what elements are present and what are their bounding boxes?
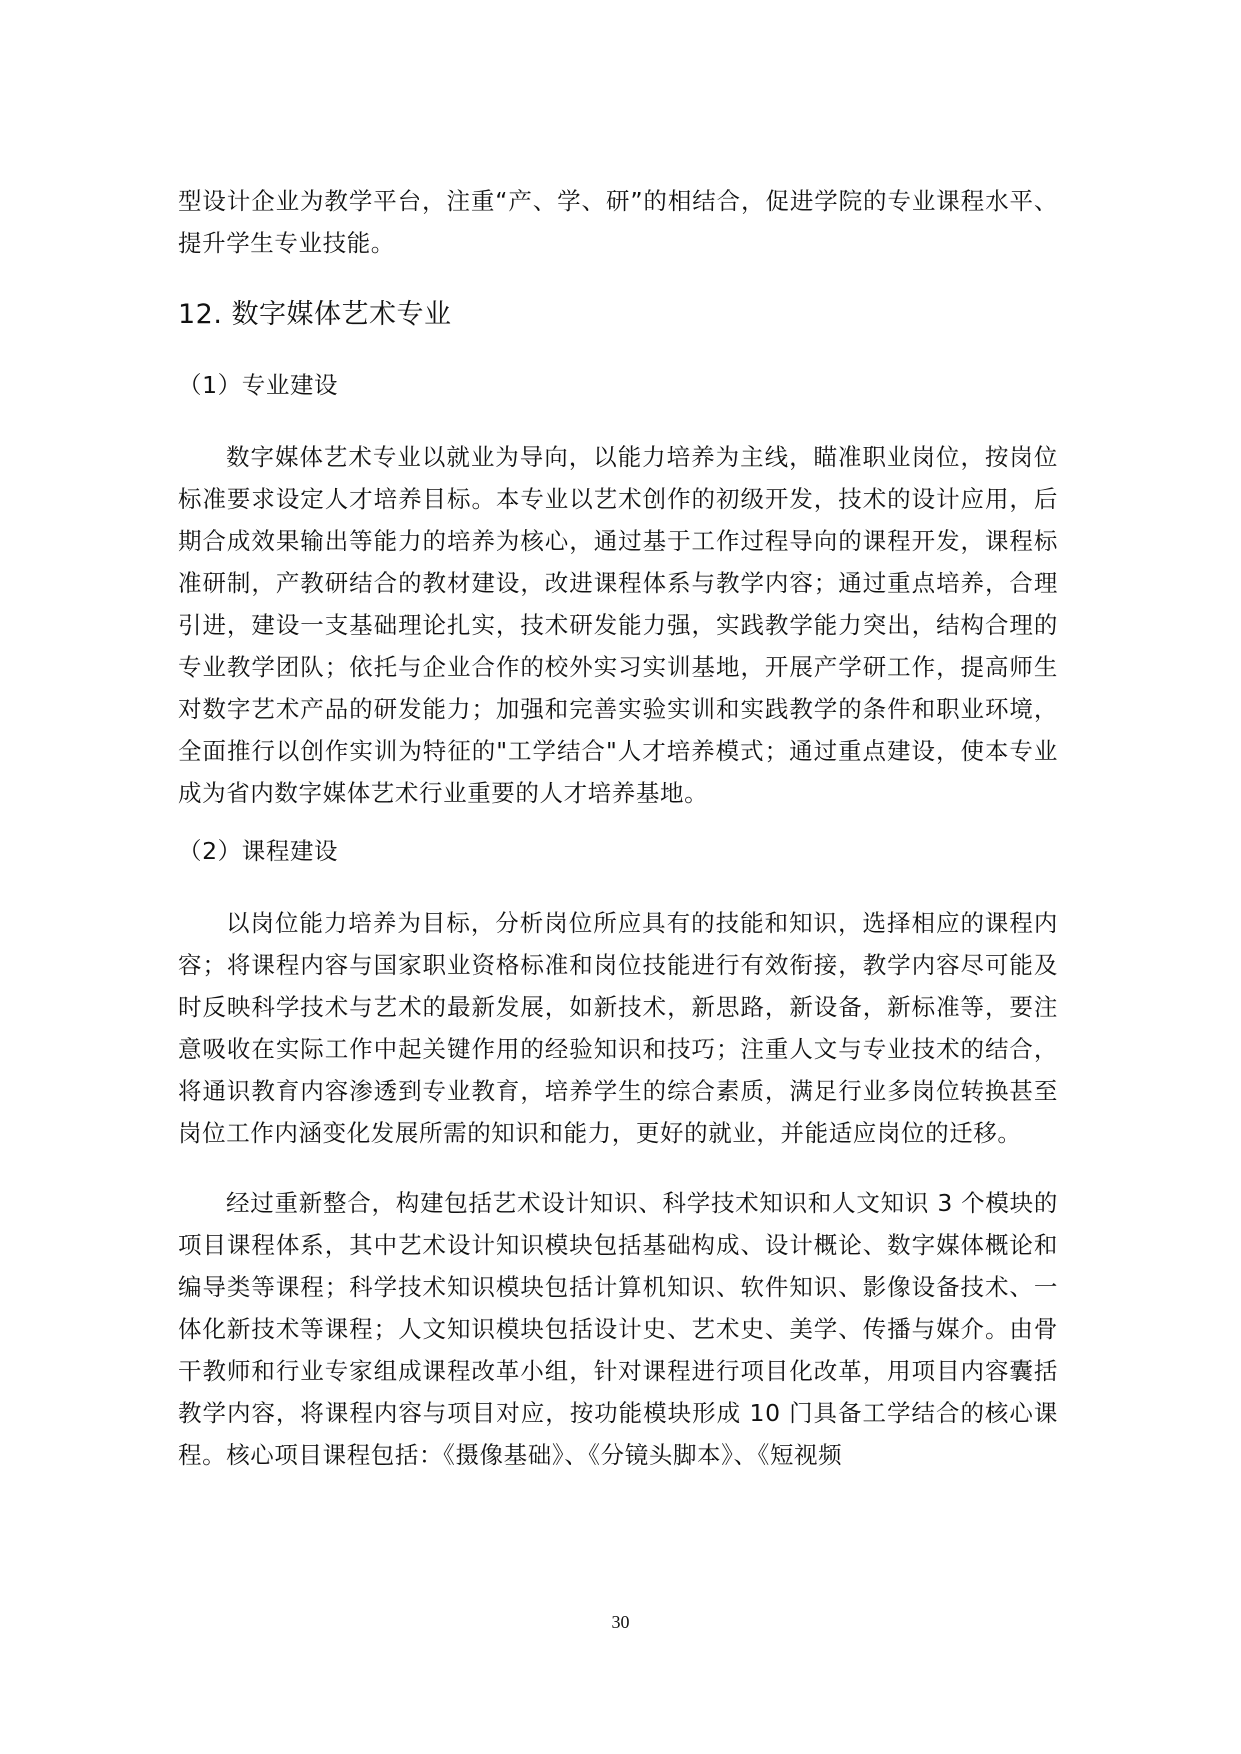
spacer [178,264,1058,294]
curriculum-paragraph-1: 以岗位能力培养为目标，分析岗位所应具有的技能和知识，选择相应的课程内容；将课程内容与国家职业资格标准和岗位技能进行有效衔接，教学内容尽可能及时反映科学技术与艺术的最新发展，如新技术，新思路，新设备，新标准等，要注意吸收在实际工作中起关键作用的经验知识和技巧；注重人文与专业技术的结合，将通识教育内容渗透到专业教育，培养学生的综合素质，满足行业多岗位转换甚至岗位工作内涵变化发展所需的知识和能力，更好的就业，并能适应岗位的迁移。 [178,909,1058,1147]
subsection-title-curriculum: （2）课程建设 [178,837,339,865]
page-number: 30 [611,1612,630,1632]
curriculum-paragraph-2: 经过重新整合，构建包括艺术设计知识、科学技术知识和人文知识 3 个模块的项目课程体系，其中艺术设计知识模块包括基础构成、设计概论、数字媒体概论和编导类等课程；科学技术知识模块包括计算机知识、软件知识、影像设备技术、一体化新技术等课程；人文知识模块包括设计史、艺术史、美学、传播与媒介。由骨干教师和行业专家组成课程改革小组，针对课程进行项目化改革，用项目内容囊括教学内容，将课程内容与项目对应，按功能模块形成 10 门具备工学结合的核心课程。核心项目课程包括：《摄像基础》、《分镜头脚本》、《短视频 [178,1189,1058,1469]
spacer [178,336,1058,364]
construction-paragraph: 数字媒体艺术专业以就业为导向，以能力培养为主线，瞄准职业岗位，按岗位标准要求设定人才培养目标。本专业以艺术创作的初级开发，技术的设计应用，后期合成效果输出等能力的培养为核心，通过基于工作过程导向的课程开发，课程标准研制，产教研结合的教材建设，改进课程体系与教学内容；通过重点培养，合理引进，建设一支基础理论扎实，技术研发能力强，实践教学能力突出，结构合理的专业教学团队；依托与企业合作的校外实习实训基地，开展产学研工作，提高师生对数字艺术产品的研发能力；加强和完善实验实训和实践教学的条件和职业环境，全面推行以创作实训为特征的"工学结合"人才培养模式；通过重点建设，使本专业成为省内数字媒体艺术行业重要的人才培养基地。 [178,443,1058,807]
section-title: 12. 数字媒体艺术专业 [178,299,452,330]
spacer [178,814,1058,830]
spacer [178,406,1058,436]
subsection-title-construction: （1）专业建设 [178,371,339,399]
continuation-paragraph: 型设计企业为教学平台，注重“产、学、研”的相结合，促进学院的专业课程水平、提升学生专业技能。 [178,187,1058,257]
spacer [178,872,1058,902]
page-content [178,180,1058,1476]
spacer [178,1154,1058,1182]
